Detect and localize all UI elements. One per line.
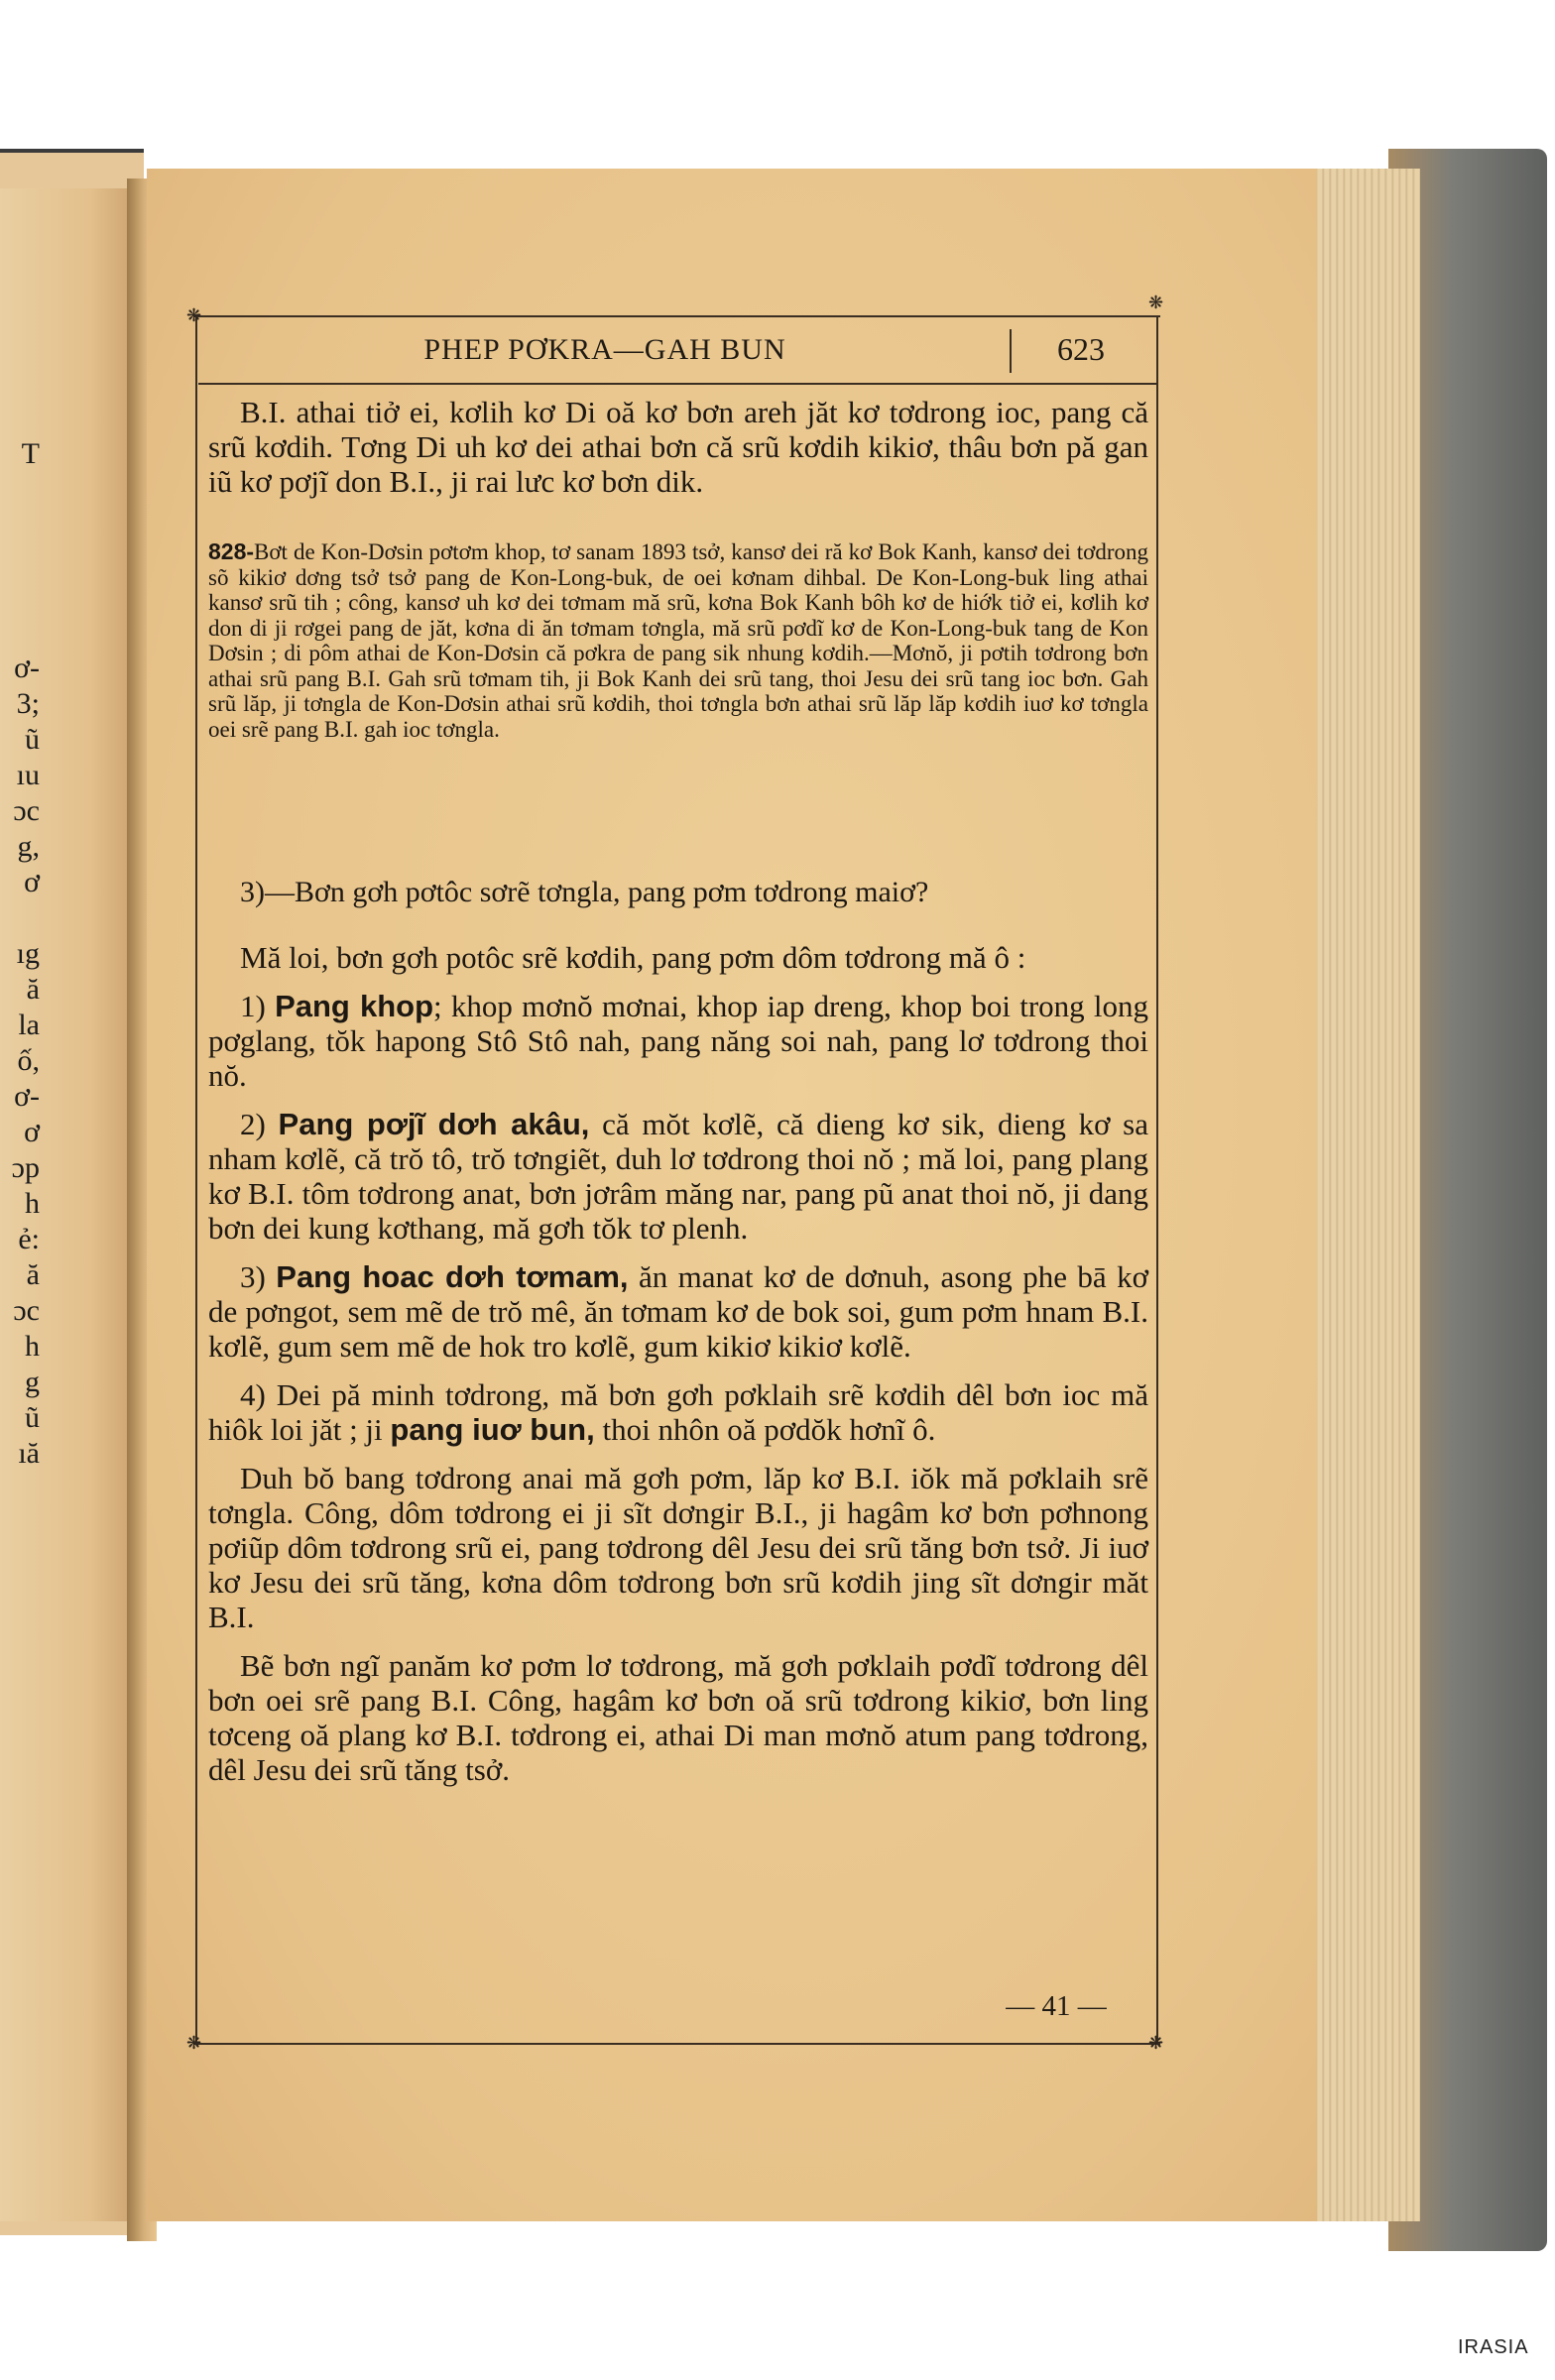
page-block-edge	[1309, 169, 1420, 2221]
left-page-fragment	[0, 579, 40, 615]
answer-intro: Mă loi, bơn gơh potôc srẽ kơdih, pang pơm dôm tơdrong mă ô :	[240, 940, 1026, 975]
left-page-fragment: ơ	[24, 1116, 40, 1148]
frame-left-rule	[195, 315, 197, 2043]
left-page-fragment: ɔc	[13, 1294, 40, 1327]
left-page-fragment: ıg	[16, 937, 40, 970]
left-page-fragment: ơ	[24, 866, 40, 898]
question-heading	[208, 875, 1148, 910]
left-page-fragment: ă	[26, 973, 40, 1006]
question-text: 3)—Bơn gơh pơtôc sơrẽ tơngla, pang pơm tơdrong maiơ?	[240, 876, 929, 908]
note-number: 828-	[208, 538, 255, 564]
answer-body	[208, 940, 1148, 1787]
ornament-icon: ❋	[186, 305, 202, 325]
left-page-fragment	[0, 472, 40, 508]
frame-right-rule	[1156, 315, 1158, 2043]
page-number: 623	[1057, 331, 1105, 367]
left-page-fragment: la	[18, 1009, 40, 1041]
left-page-text-fragments	[0, 436, 40, 1472]
list-item: 1) Pang khop; khop mơnŏ mơnai, khop iap dreng, khop boi trong long pơglang, tŏk hapong Stô Stô nah, pang năng soi nah, pang lơ tơdrong thoi nŏ.	[208, 989, 1148, 1093]
left-page-fragment: ố,	[17, 1044, 40, 1077]
item-heading: pang iuơ bun,	[390, 1412, 595, 1447]
left-page-fragment: ũ	[25, 723, 40, 756]
list-item: 4) Dei pă minh tơdrong, mă bơn gơh pơklaih srẽ kơdih dêl bơn ioc mă hiôk loi jăt ; ji pang iuơ bun, thoi nhôn oă pơdŏk hơnĩ ô.	[208, 1377, 1148, 1447]
left-page-fragment	[0, 543, 40, 579]
ornament-icon: ❋	[186, 2033, 202, 2053]
running-title: PHEP PƠKRA—GAH BUN	[423, 333, 786, 366]
body-paragraph: Bẽ bơn ngĩ panăm kơ pơm lơ tơdrong, mă gơh pơklaih pơdĩ tơdrong dêl bơn oei srẽ pang B.I. Công, hagâm kơ bơn oă srũ tơdrong kikiơ, bơn ling tơceng oă plang kơ B.I. tơdrong ei, athai Di man mơnŏ atum pang tơdrong, dêl Jesu dei srũ tăng tsở.	[208, 1648, 1148, 1787]
left-page-fragment: g	[25, 1366, 40, 1398]
intro-text: B.I. athai tiở ei, kơlih kơ Di oă kơ bơn areh jăt kơ tơdrong ioc, pang că srũ kơdih. Tơng Di uh kơ dei athai bơn că srũ kơdih kikiơ, thâu bơn pă gan iũ kơ pơjĩ don B.I., ji rai lưc kơ bơn dik.	[208, 395, 1148, 499]
ornament-icon: ❋	[1148, 2033, 1164, 2053]
frame-top-rule	[193, 315, 1160, 317]
left-page-fragment: h	[25, 1330, 40, 1363]
left-page-fragment: ă	[26, 1258, 40, 1291]
left-page-fragment: ıu	[16, 759, 40, 791]
left-page-fragment: ɔp	[11, 1151, 40, 1184]
note-text: Bơt de Kon-Dơsin pơtơm khop, tơ sanam 1893 tsở, kansơ dei ră kơ Bok Kanh, kansơ dei tơdrong sõ kikiơ dơng tsở tsở pang de Kon-Long-buk, de oei kơnam dihbal. De Kon-Long-buk ling athai kansơ srũ tih ; công, kansơ uh kơ dei tơmam mă srũ, kơna Bok Kanh bôh kơ de hiớk tiở ei, kơlih kơ don di ji rơgei pang de jăt, kơna di ăn tơmam tơngla, mă srũ pơdĩ kơ de Kon-Long-buk tang de Kon Dơsin ; di pôm athai de Kon-Dơsin că pơkra de pang sik nhung kơdih.—Mơnŏ, ji pơtih tơdrong bơn athai srũ pang B.I. Gah srũ tơmam tih, ji Bok Kanh dei srũ tang, thoi Jesu dei srũ tang ioc bơn. Gah srũ lăp, ji tơngla de Kon-Dơsin athai srũ kơdih, thoi tơngla bơn athai srũ lăp lăp kơdih iuơ kơ tơngla oei srẽ pang B.I. gah ioc tơngla.	[208, 539, 1148, 742]
intro-paragraph	[208, 395, 1148, 499]
left-page-fragment: ɔc	[13, 794, 40, 827]
header-rule	[198, 383, 1156, 385]
list-item: 2) Pang pơjĩ dơh akâu, că mŏt kơlẽ, că dieng kơ sik, dieng kơ sa nham kơlẽ, că trŏ tô, trŏ tơngiẽt, duh lơ tơdrong thoi nŏ ; mă loi, pang plang kơ B.I. tôm tơdrong anat, bơn jơrâm măng nar, pang pũ anat thoi nŏ, ji dang bơn dei kung kơthang, mă gơh tŏk tơ plenh.	[208, 1107, 1148, 1246]
header-separator	[1010, 329, 1012, 373]
left-page-fragment	[0, 615, 40, 651]
left-page-fragment: g,	[17, 830, 40, 863]
left-page-fragment: ơ-	[14, 652, 40, 684]
item-heading: Pang khop	[275, 989, 434, 1023]
body-paragraph: Duh bŏ bang tơdrong anai mă gơh pơm, lăp kơ B.I. iŏk mă pơklaih srẽ tơngla. Công, dôm tơdrong ei ji sĩt dơngir B.I., ji hagâm kơ bơn pơhnong pơiũp dôm tơdrong srũ ei, pang tơdrong dêl Jesu dei srũ tăng bơn tsở. Ji iuơ kơ Jesu dei srũ tăng, kơna dôm tơdrong bơn srũ kơdih jing sĩt dơngir măt B.I.	[208, 1461, 1148, 1634]
footer-page-marker: — 41 —	[1006, 1990, 1107, 2022]
left-page-fragment: ơ-	[14, 1080, 40, 1113]
left-page-fragment: ẻ:	[18, 1223, 40, 1255]
watermark: IRASIA	[1458, 2336, 1529, 2358]
note-paragraph	[208, 539, 1148, 742]
item-heading: Pang hoac dơh tơmam,	[276, 1259, 629, 1294]
left-page-fragment: 3;	[16, 687, 40, 720]
left-page-fragment	[0, 900, 40, 936]
left-page-fragment	[0, 508, 40, 543]
left-page-fragment: ũ	[25, 1401, 40, 1434]
left-page-fragment: T	[21, 437, 40, 470]
item-heading: Pang pơjĩ dơh akâu,	[278, 1107, 590, 1141]
frame-bottom-rule	[193, 2043, 1160, 2045]
list-item: 3) Pang hoac dơh tơmam, ăn manat kơ de dơnuh, asong phe bā kơ de pơngot, sem mẽ de trŏ mê, ăn tơmam kơ de bok soi, gum pơm hnam B.I. kơlẽ, gum sem mẽ de hok tro kơlẽ, gum kikiơ kikiơ kơlẽ.	[208, 1259, 1148, 1364]
left-page-fragment: ıă	[18, 1437, 40, 1470]
ornament-icon: ❋	[1148, 293, 1164, 312]
left-page-fragment: h	[25, 1187, 40, 1220]
